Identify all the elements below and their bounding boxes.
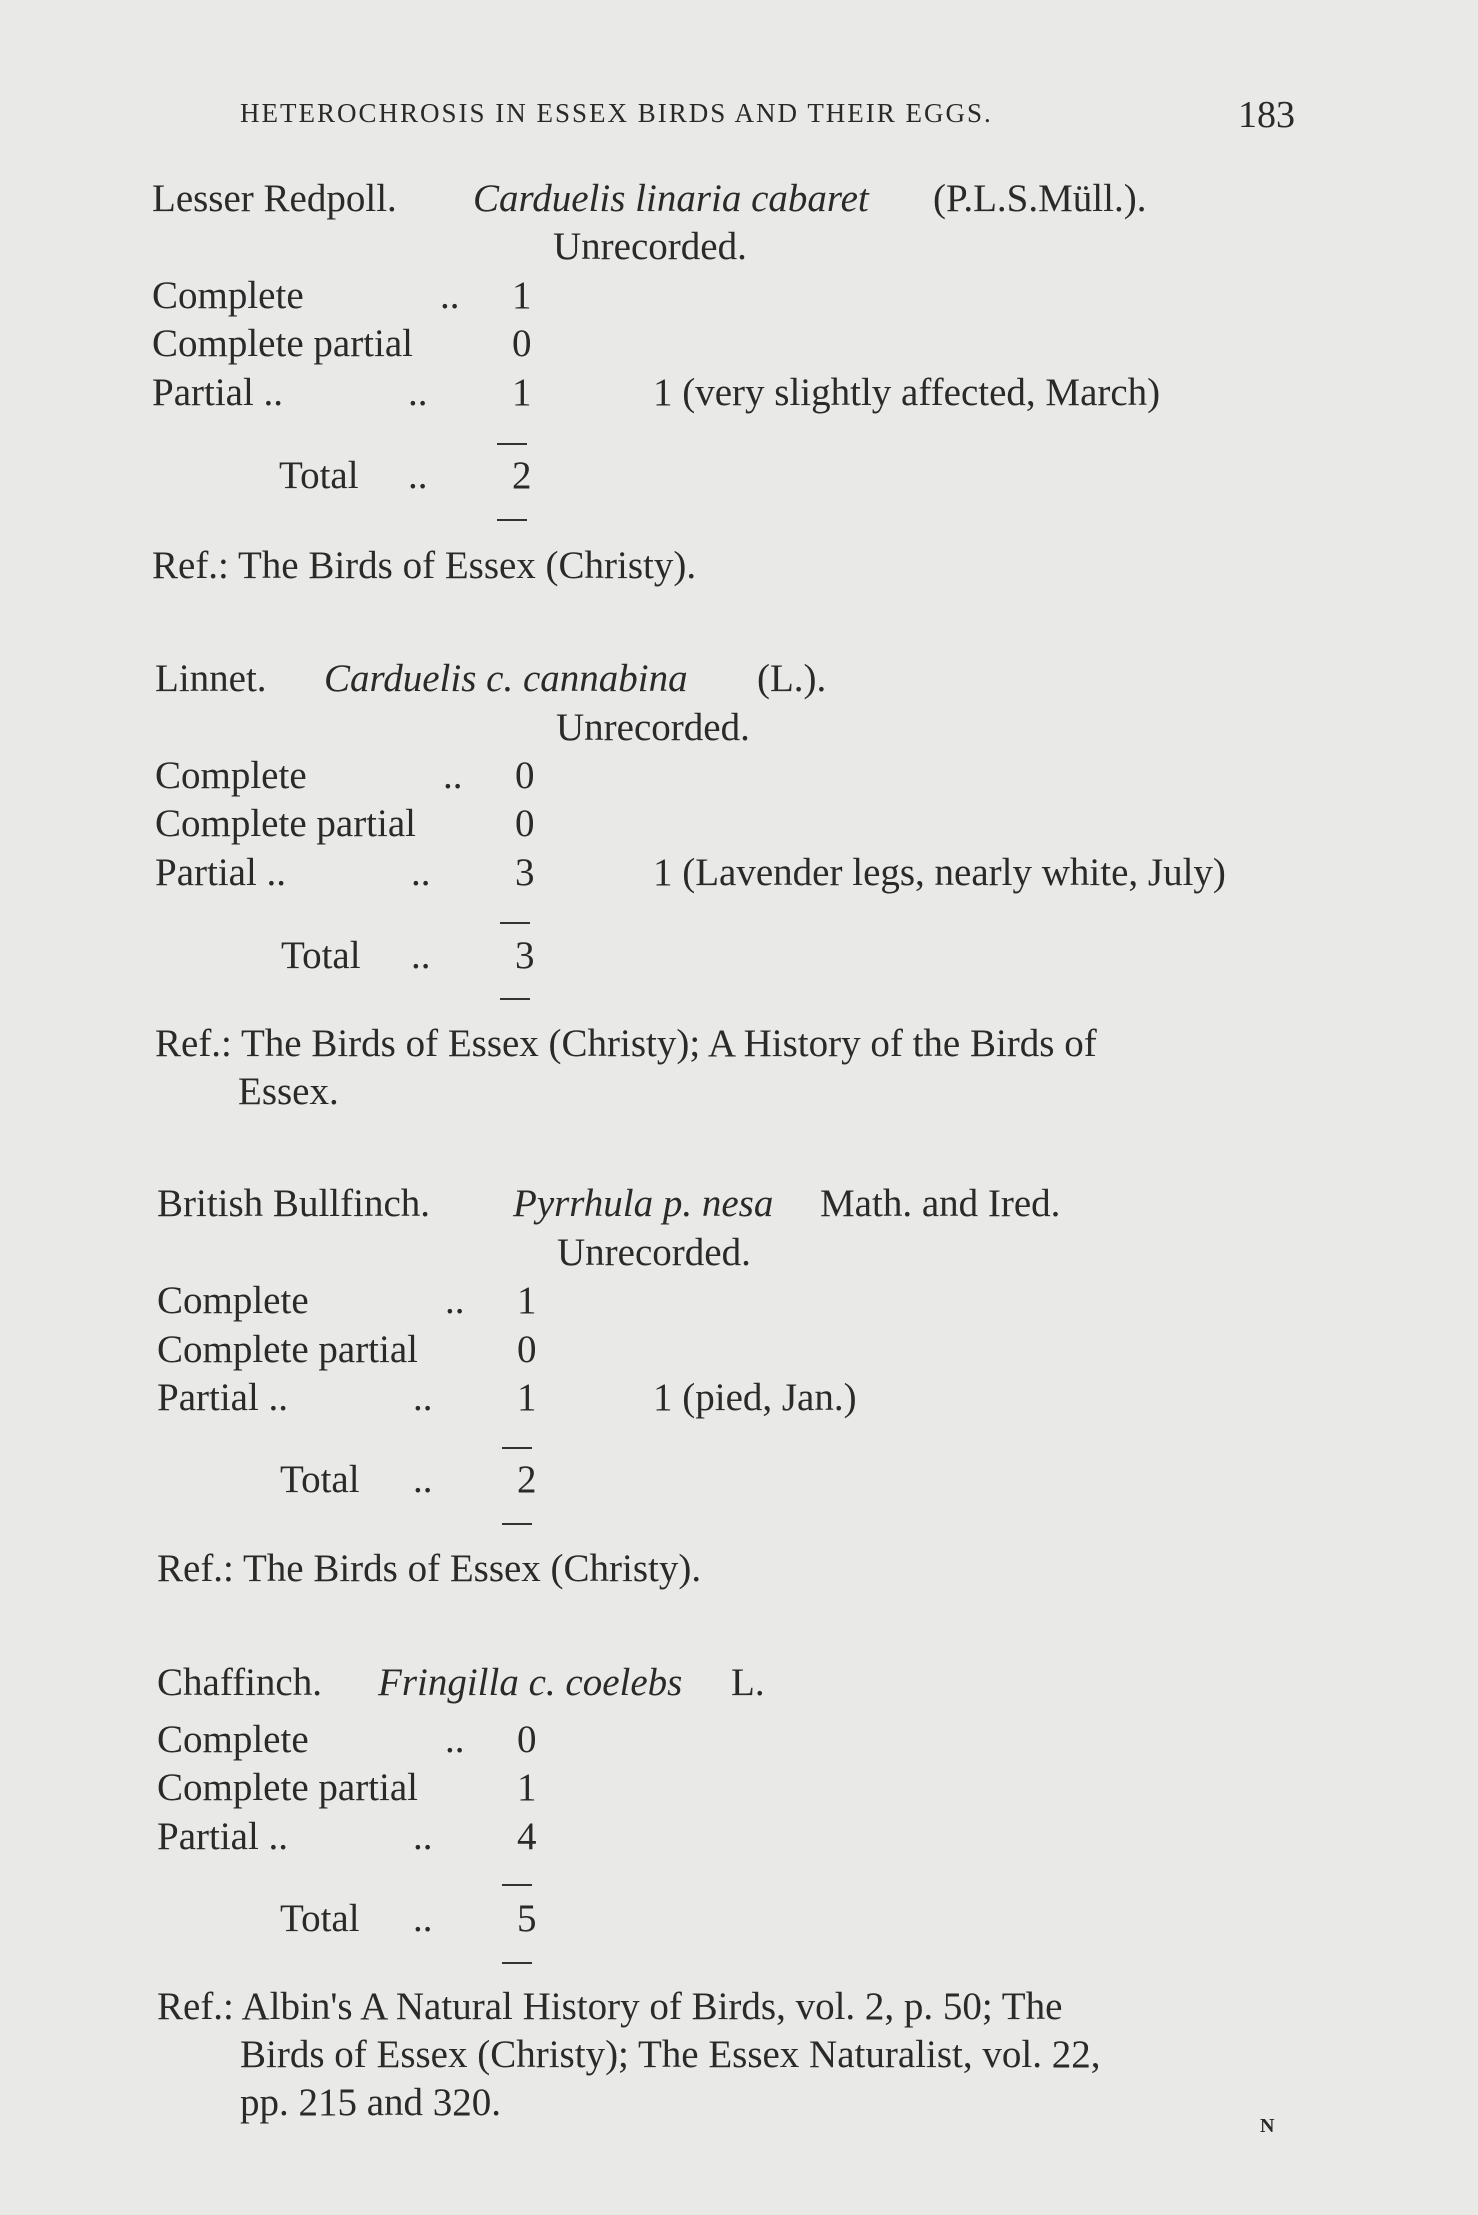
authority: (L.). — [757, 657, 827, 700]
sum-rule — [502, 1447, 532, 1449]
row-value: 0 — [515, 802, 535, 845]
row-label: Complete partial — [155, 802, 417, 845]
total-dots: .. — [408, 454, 428, 497]
row-label: Partial .. — [157, 1815, 289, 1858]
unrecorded-note: Unrecorded. — [557, 1231, 751, 1274]
row-label: Complete partial — [157, 1766, 419, 1809]
row-remark: 1 (Lavender legs, nearly white, July) — [653, 851, 1226, 894]
row-dots: .. — [445, 1279, 465, 1322]
species-name: Lesser Redpoll. — [152, 177, 397, 220]
reference: Ref.: The Birds of Essex (Christy). — [157, 1547, 702, 1590]
total-value: 2 — [512, 454, 532, 497]
row-label: Complete partial — [152, 322, 414, 365]
sum-rule — [502, 1884, 532, 1886]
total-label: Total — [280, 1458, 360, 1501]
reference-cont: Birds of Essex (Christy); The Essex Naturalist, vol. 22, — [240, 2033, 1101, 2076]
reference-cont: Essex. — [238, 1070, 339, 1113]
row-value: 3 — [515, 851, 535, 894]
sum-rule — [500, 922, 530, 924]
row-label: Complete — [157, 1279, 309, 1322]
reference: Ref.: The Birds of Essex (Christy). — [152, 544, 697, 587]
row-value: 0 — [517, 1328, 537, 1371]
sum-rule — [497, 519, 527, 521]
total-dots: .. — [411, 934, 431, 977]
reference: Ref.: Albin's A Natural History of Birds, vol. 2, p. 50; The — [157, 1985, 1063, 2028]
row-value: 0 — [515, 754, 535, 797]
row-remark: 1 (very slightly affected, March) — [653, 371, 1161, 414]
row-dots: .. — [440, 274, 460, 317]
row-dots: .. — [443, 754, 463, 797]
sum-rule — [502, 1962, 532, 1964]
species-name: Linnet. — [155, 657, 267, 700]
total-label: Total — [281, 934, 361, 977]
sum-rule — [502, 1523, 532, 1525]
scientific-name: Carduelis linaria cabaret — [473, 177, 869, 220]
row-label: Complete — [155, 754, 307, 797]
row-label: Complete — [157, 1718, 309, 1761]
authority: L. — [731, 1661, 765, 1704]
sum-rule — [497, 443, 527, 445]
species-name: British Bullfinch. — [157, 1182, 430, 1225]
species-name: Chaffinch. — [157, 1661, 322, 1704]
row-value: 0 — [512, 322, 532, 365]
row-value: 1 — [512, 274, 532, 317]
sum-rule — [500, 998, 530, 1000]
total-dots: .. — [413, 1897, 433, 1940]
row-dots: .. — [445, 1718, 465, 1761]
row-value: 0 — [517, 1718, 537, 1761]
row-value: 1 — [517, 1279, 537, 1322]
row-dots: .. — [413, 1815, 433, 1858]
row-dots: .. — [411, 851, 431, 894]
scientific-name: Pyrrhula p. nesa — [513, 1182, 774, 1225]
total-label: Total — [280, 1897, 360, 1940]
total-label: Total — [279, 454, 359, 497]
signature-mark: N — [1260, 2115, 1276, 2137]
page-number: 183 — [1238, 94, 1295, 136]
row-value: 1 — [517, 1766, 537, 1809]
reference-cont: pp. 215 and 320. — [240, 2081, 502, 2124]
row-label: Partial .. — [155, 851, 287, 894]
row-value: 1 — [512, 371, 532, 414]
total-dots: .. — [413, 1458, 433, 1501]
scientific-name: Fringilla c. coelebs — [378, 1661, 683, 1704]
row-value: 4 — [517, 1815, 537, 1858]
row-value: 1 — [517, 1376, 537, 1419]
row-label: Partial .. — [157, 1376, 289, 1419]
unrecorded-note: Unrecorded. — [553, 225, 747, 268]
row-dots: .. — [408, 371, 428, 414]
row-dots: .. — [413, 1376, 433, 1419]
row-label: Complete — [152, 274, 304, 317]
running-title: HETEROCHROSIS IN ESSEX BIRDS AND THEIR EGGS. — [240, 98, 993, 128]
row-label: Partial .. — [152, 371, 284, 414]
row-remark: 1 (pied, Jan.) — [653, 1376, 857, 1419]
total-value: 3 — [515, 934, 535, 977]
scientific-name: Carduelis c. cannabina — [324, 657, 688, 700]
unrecorded-note: Unrecorded. — [556, 706, 750, 749]
authority: Math. and Ired. — [820, 1182, 1061, 1225]
row-label: Complete partial — [157, 1328, 419, 1371]
total-value: 2 — [517, 1458, 537, 1501]
total-value: 5 — [517, 1897, 537, 1940]
reference: Ref.: The Birds of Essex (Christy); A History of the Birds of — [155, 1022, 1097, 1065]
authority: (P.L.S.Müll.). — [933, 177, 1147, 220]
